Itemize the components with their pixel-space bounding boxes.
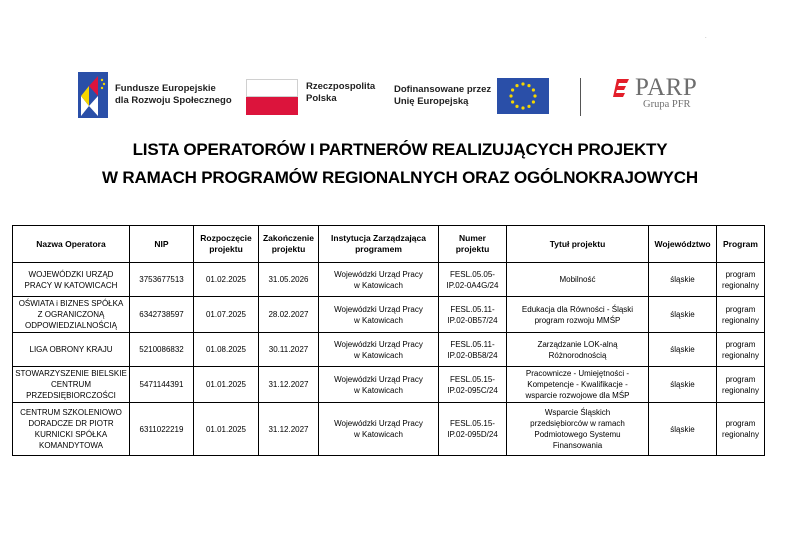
cell-start-date: 01.01.2025 — [194, 367, 259, 403]
table-header-row — [13, 226, 765, 263]
cell-project-title: Zarządzanie LOK-alną Różnorodnością — [507, 333, 649, 367]
cell-start-date: 01.01.2025 — [194, 403, 259, 456]
cell-end-date: 30.11.2027 — [259, 333, 319, 367]
cell-region: śląskie — [649, 297, 717, 333]
cell-region: śląskie — [649, 263, 717, 297]
parp-subtitle: Grupa PFR — [643, 99, 691, 110]
cell-institution: Wojewódzki Urząd Pracy w Katowicach — [319, 263, 439, 297]
cell-program: program regionalny — [717, 333, 765, 367]
cell-project-title: Pracownicze - Umiejętności - Kompetencje - Kwalifikacje - wsparcie rozwojowe dla MŚP — [507, 367, 649, 403]
operators-table — [12, 225, 765, 456]
cell-end-date: 31.12.2027 — [259, 403, 319, 456]
header-wojewodztwo: Województwo — [649, 226, 717, 263]
logo-unia-europejska — [394, 78, 549, 114]
ue-label: Dofinansowane przez Unię Europejską — [394, 84, 492, 107]
header-rozpoczecie: Rozpoczęcie projektu — [194, 226, 259, 263]
cell-operator-name: WOJEWÓDZKI URZĄD PRACY W KATOWICACH — [13, 263, 130, 297]
cell-nip: 6311022219 — [130, 403, 194, 456]
fe-label: Fundusze Europejskie dla Rozwoju Społecznego — [115, 83, 232, 106]
cell-project-number: FESL.05.15- IP.02-095C/24 — [439, 367, 507, 403]
header-nip: NIP — [130, 226, 194, 263]
cell-institution: Wojewódzki Urząd Pracy w Katowicach — [319, 333, 439, 367]
logo-strip — [78, 72, 718, 122]
logo-divider — [580, 78, 581, 116]
header-numer-projektu: Numer projektu — [439, 226, 507, 263]
header-program: Program — [717, 226, 765, 263]
cell-region: śląskie — [649, 403, 717, 456]
cell-institution: Wojewódzki Urząd Pracy w Katowicach — [319, 367, 439, 403]
cell-program: program regionalny — [717, 403, 765, 456]
eu-flag-icon — [497, 78, 549, 114]
title-line-2: W RAMACH PROGRAMÓW REGIONALNYCH ORAZ OGÓLNOKRAJOWYCH — [102, 168, 698, 187]
page-mark: . — [705, 34, 707, 40]
page-title — [0, 136, 800, 192]
table-row — [13, 333, 765, 367]
cell-program: program regionalny — [717, 263, 765, 297]
cell-program: program regionalny — [717, 297, 765, 333]
logo-parp — [613, 74, 697, 110]
cell-project-number: FESL.05.15- IP.02-095D/24 — [439, 403, 507, 456]
header-tytul-projektu: Tytuł projektu — [507, 226, 649, 263]
cell-nip: 5471144391 — [130, 367, 194, 403]
polish-flag-icon — [246, 79, 298, 115]
cell-start-date: 01.08.2025 — [194, 333, 259, 367]
cell-project-number: FESL.05.11- IP.02-0B58/24 — [439, 333, 507, 367]
cell-end-date: 28.02.2027 — [259, 297, 319, 333]
table-row — [13, 263, 765, 297]
cell-end-date: 31.12.2027 — [259, 367, 319, 403]
parp-wordmark: PARP — [635, 74, 698, 101]
cell-project-number: FESL.05.11- IP.02-0B57/24 — [439, 297, 507, 333]
header-zakonczenie: Zakończenie projektu — [259, 226, 319, 263]
cell-operator-name: OŚWIATA i BIZNES SPÓŁKA Z OGRANICZONĄ ODPOWIEDZIALNOŚCIĄ — [13, 297, 130, 333]
cell-operator-name: LIGA OBRONY KRAJU — [13, 333, 130, 367]
cell-program: program regionalny — [717, 367, 765, 403]
cell-end-date: 31.05.2026 — [259, 263, 319, 297]
parp-mark-icon — [613, 78, 631, 98]
logo-rzeczpospolita-polska — [246, 79, 375, 115]
cell-operator-name: STOWARZYSZENIE BIELSKIE CENTRUM PRZEDSIĘBIORCZOŚCI — [13, 367, 130, 403]
title-line-1: LISTA OPERATORÓW I PARTNERÓW REALIZUJĄCYCH PROJEKTY — [132, 140, 668, 159]
cell-region: śląskie — [649, 367, 717, 403]
table-row — [13, 403, 765, 456]
cell-region: śląskie — [649, 333, 717, 367]
cell-nip: 5210086832 — [130, 333, 194, 367]
table-row — [13, 367, 765, 403]
cell-project-title: Wsparcie Śląskich przedsiębiorców w ramach Podmiotowego Systemu Finansowania — [507, 403, 649, 456]
cell-nip: 6342738597 — [130, 297, 194, 333]
cell-project-number: FESL.05.05- IP.02-0A4G/24 — [439, 263, 507, 297]
cell-institution: Wojewódzki Urząd Pracy w Katowicach — [319, 297, 439, 333]
cell-operator-name: CENTRUM SZKOLENIOWO DORADCZE DR PIOTR KURNICKI SPÓŁKA KOMANDYTOWA — [13, 403, 130, 456]
fe-flag-icon — [78, 72, 108, 118]
rp-label: Rzeczpospolita Polska — [306, 81, 376, 104]
cell-start-date: 01.02.2025 — [194, 263, 259, 297]
table-body — [13, 263, 765, 456]
header-instytucja: Instytucja Zarządzająca programem — [319, 226, 439, 263]
header-nazwa-operatora: Nazwa Operatora — [13, 226, 130, 263]
cell-project-title: Edukacja dla Równości - Śląski program rozwoju MMŚP — [507, 297, 649, 333]
table-row — [13, 297, 765, 333]
logo-fundusze-europejskie — [78, 72, 232, 118]
cell-start-date: 01.07.2025 — [194, 297, 259, 333]
cell-nip: 3753677513 — [130, 263, 194, 297]
cell-project-title: Mobilność — [507, 263, 649, 297]
cell-institution: Wojewódzki Urząd Pracy w Katowicach — [319, 403, 439, 456]
